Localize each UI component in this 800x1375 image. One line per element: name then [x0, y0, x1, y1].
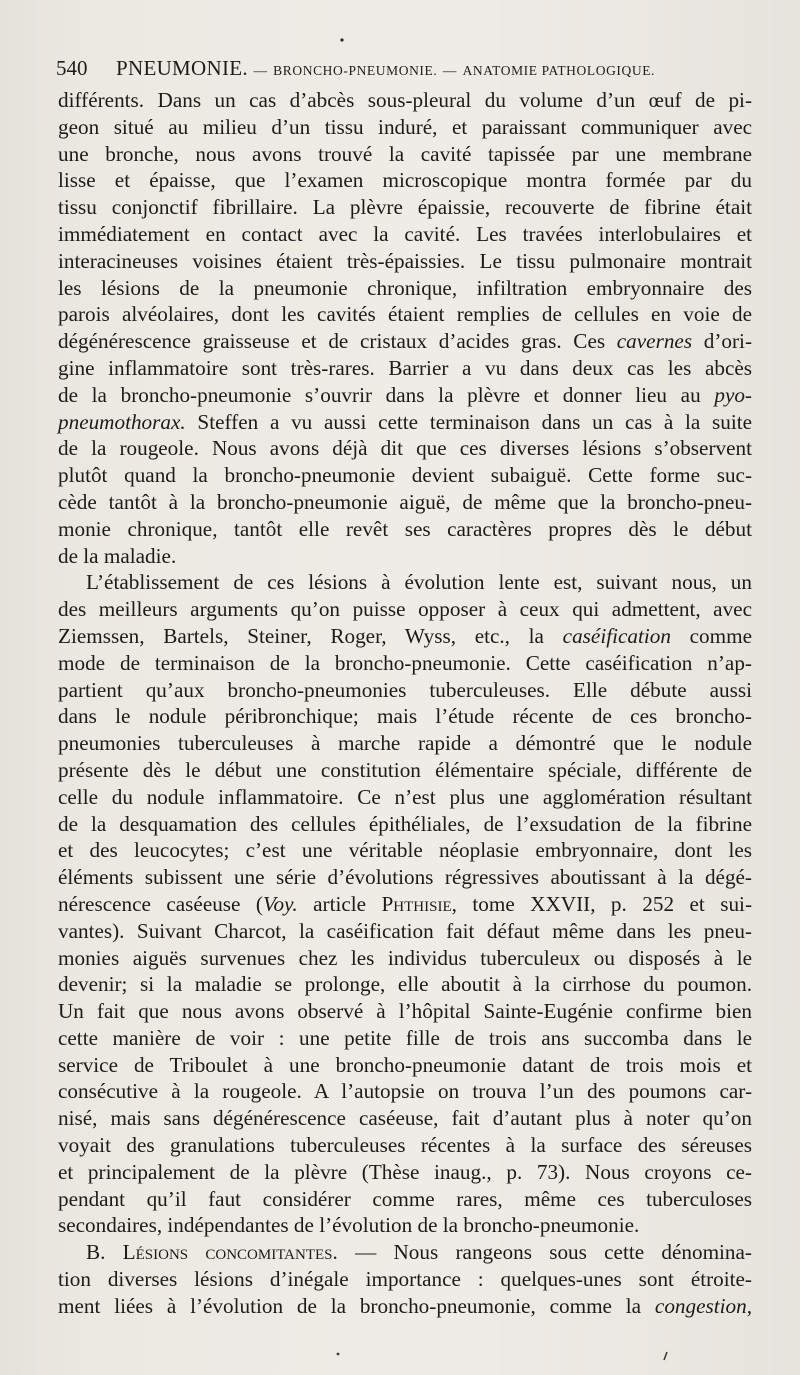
header-title: PNEUMONIE.	[116, 56, 248, 80]
text-line: dégénérescence graisseuse et de cristaux d’acides gras. Ces cavernes d’ori-	[58, 329, 753, 354]
text-line: Ziemssen, Bartels, Steiner, Roger, Wyss, etc., la caséification comme	[58, 623, 752, 648]
text-line: pneumonies tuberculeuses à marche rapide a démontré que le nodule	[58, 731, 752, 756]
text-line: différents. Dans un cas d’abcès sous-pleural du volume d’un œuf de pi-	[58, 88, 752, 112]
text-line: immédiatement en contact avec la cavité. Les travées interlobulaires et	[58, 221, 752, 246]
text-line: secondaires, indépendantes de l’évolution de la broncho-pneumonie.	[58, 1213, 640, 1238]
text-line: de la broncho-pneumonie s’ouvrir dans la plèvre et donner lieu au pyo-	[58, 382, 752, 407]
text-line: parois alvéolaires, dont les cavités étaient remplies de cellules en voie de	[58, 302, 752, 327]
text-line: les lésions de la pneumonie chronique, infiltration embryonnaire des	[58, 275, 752, 300]
text-line: mode de terminaison de la broncho-pneumonie. Cette caséification n’ap-	[58, 650, 752, 675]
text-line: des meilleurs arguments qu’on puisse opposer à ceux qui admettent, avec	[58, 597, 752, 622]
text-line: présente dès le début une constitution élémentaire spéciale, différente de	[58, 757, 752, 782]
text-line: vantes). Suivant Charcot, la caséification fait défaut même dans les pneu-	[58, 918, 752, 943]
text-line: voyait des granulations tuberculeuses récentes à la surface des séreuses	[58, 1133, 752, 1158]
text-line: celle du nodule inflammatoire. Ce n’est plus une agglomération résultant	[58, 784, 752, 809]
text-line: pendant qu’il faut considérer comme rares, même ces tuberculoses	[58, 1186, 752, 1211]
text-line: une bronche, nous avons trouvé la cavité tapissée par une membrane	[58, 141, 752, 166]
text-line: tion diverses lésions d’inégale importance : quelques-unes sont étroite-	[58, 1267, 752, 1292]
text-line: service de Triboulet à une broncho-pneumonie datant de trois mois et	[58, 1052, 752, 1077]
header-subsection: ANATOMIE PATHOLOGIQUE.	[462, 63, 656, 78]
header-dash-1: —	[253, 63, 268, 78]
text-line: tissu conjonctif fibrillaire. La plèvre épaissie, recouverte de fibrine était	[58, 195, 752, 220]
text-line: partient qu’aux broncho-pneumonies tuberculeuses. Elle débute aussi	[58, 677, 752, 702]
header-dash-2: —	[442, 63, 458, 78]
header-section: BRONCHO-PNEUMONIE.	[273, 63, 438, 78]
text-line: dans le nodule péribronchique; mais l’étude récente de ces broncho-	[58, 704, 752, 729]
body-text	[58, 87, 752, 1320]
text-line: gine inflammatoire sont très-rares. Barrier a vu dans deux cas les abcès	[58, 355, 752, 380]
ink-speck	[337, 1353, 340, 1356]
text-line: Un fait que nous avons observé à l’hôpital Sainte-Eugénie confirme bien	[58, 999, 752, 1024]
section-heading-line: B. Lésions concomitantes. — Nous rangeons sous cette dénomina-	[86, 1240, 752, 1265]
page-number: 540	[56, 56, 88, 80]
ink-speck	[340, 38, 343, 41]
running-header	[56, 56, 746, 86]
text-line: de la rougeole. Nous avons déjà dit que ces diverses lésions s’observent	[58, 436, 752, 461]
text-line: lisse et épaisse, que l’examen microscopique montra formée par du	[58, 168, 752, 193]
text-line: et principalement de la plèvre (Thèse inaug., p. 73). Nous croyons ce-	[58, 1159, 752, 1184]
text-line: de la maladie.	[58, 543, 177, 568]
section-label: B. Lésions concomitantes.	[86, 1240, 338, 1265]
paragraph-start: L’établissement de ces lésions à évolution lente est, suivant nous, un	[86, 570, 752, 595]
text-line: monies aiguës survenues chez les individus tuberculeux ou disposés à le	[58, 945, 752, 970]
text-line: ment liées à l’évolution de la broncho-pneumonie, comme la congestion,	[58, 1293, 753, 1318]
text-line: nérescence caséeuse (Voy. article Phthisie, tome XXVII, p. 252 et sui-	[58, 891, 753, 916]
text-line: consécutive à la rougeole. A l’autopsie on trouva l’un des poumons car-	[58, 1079, 752, 1104]
running-title	[116, 56, 655, 81]
text-line: éléments subissent une série d’évolutions régressives aboutissant à la dégé-	[58, 865, 752, 890]
text-line: cède tantôt à la broncho-pneumonie aiguë, de même que la broncho-pneu-	[58, 489, 752, 514]
text-line: devenir; si la maladie se prolonge, elle aboutit à la cirrhose du poumon.	[58, 972, 752, 997]
text-line: monie chronique, tantôt elle revêt ses caractères propres dès le début	[58, 516, 752, 541]
text-line: pneumothorax. Steffen a vu aussi cette terminaison dans un cas à la suite	[58, 409, 752, 434]
text-line: geon situé au milieu d’un tissu induré, et paraissant communiquer avec	[58, 114, 752, 139]
text-line: et des leucocytes; c’est une véritable néoplasie embryonnaire, dont les	[58, 838, 752, 863]
text-line: nisé, mais sans dégénérescence caséeuse, fait d’autant plus à noter qu’on	[58, 1106, 752, 1131]
text-line: plutôt quand la broncho-pneumonie devient subaiguë. Cette forme suc-	[58, 463, 752, 488]
ink-mark	[664, 1352, 667, 1360]
text-line: cette manière de voir : une petite fille de trois ans succomba dans le	[58, 1025, 752, 1050]
text-line: de la desquamation des cellules épithéliales, de l’exsudation de la fibrine	[58, 811, 752, 836]
text-line: interacineuses voisines étaient très-épaissies. Le tissu pulmonaire montrait	[58, 248, 752, 273]
